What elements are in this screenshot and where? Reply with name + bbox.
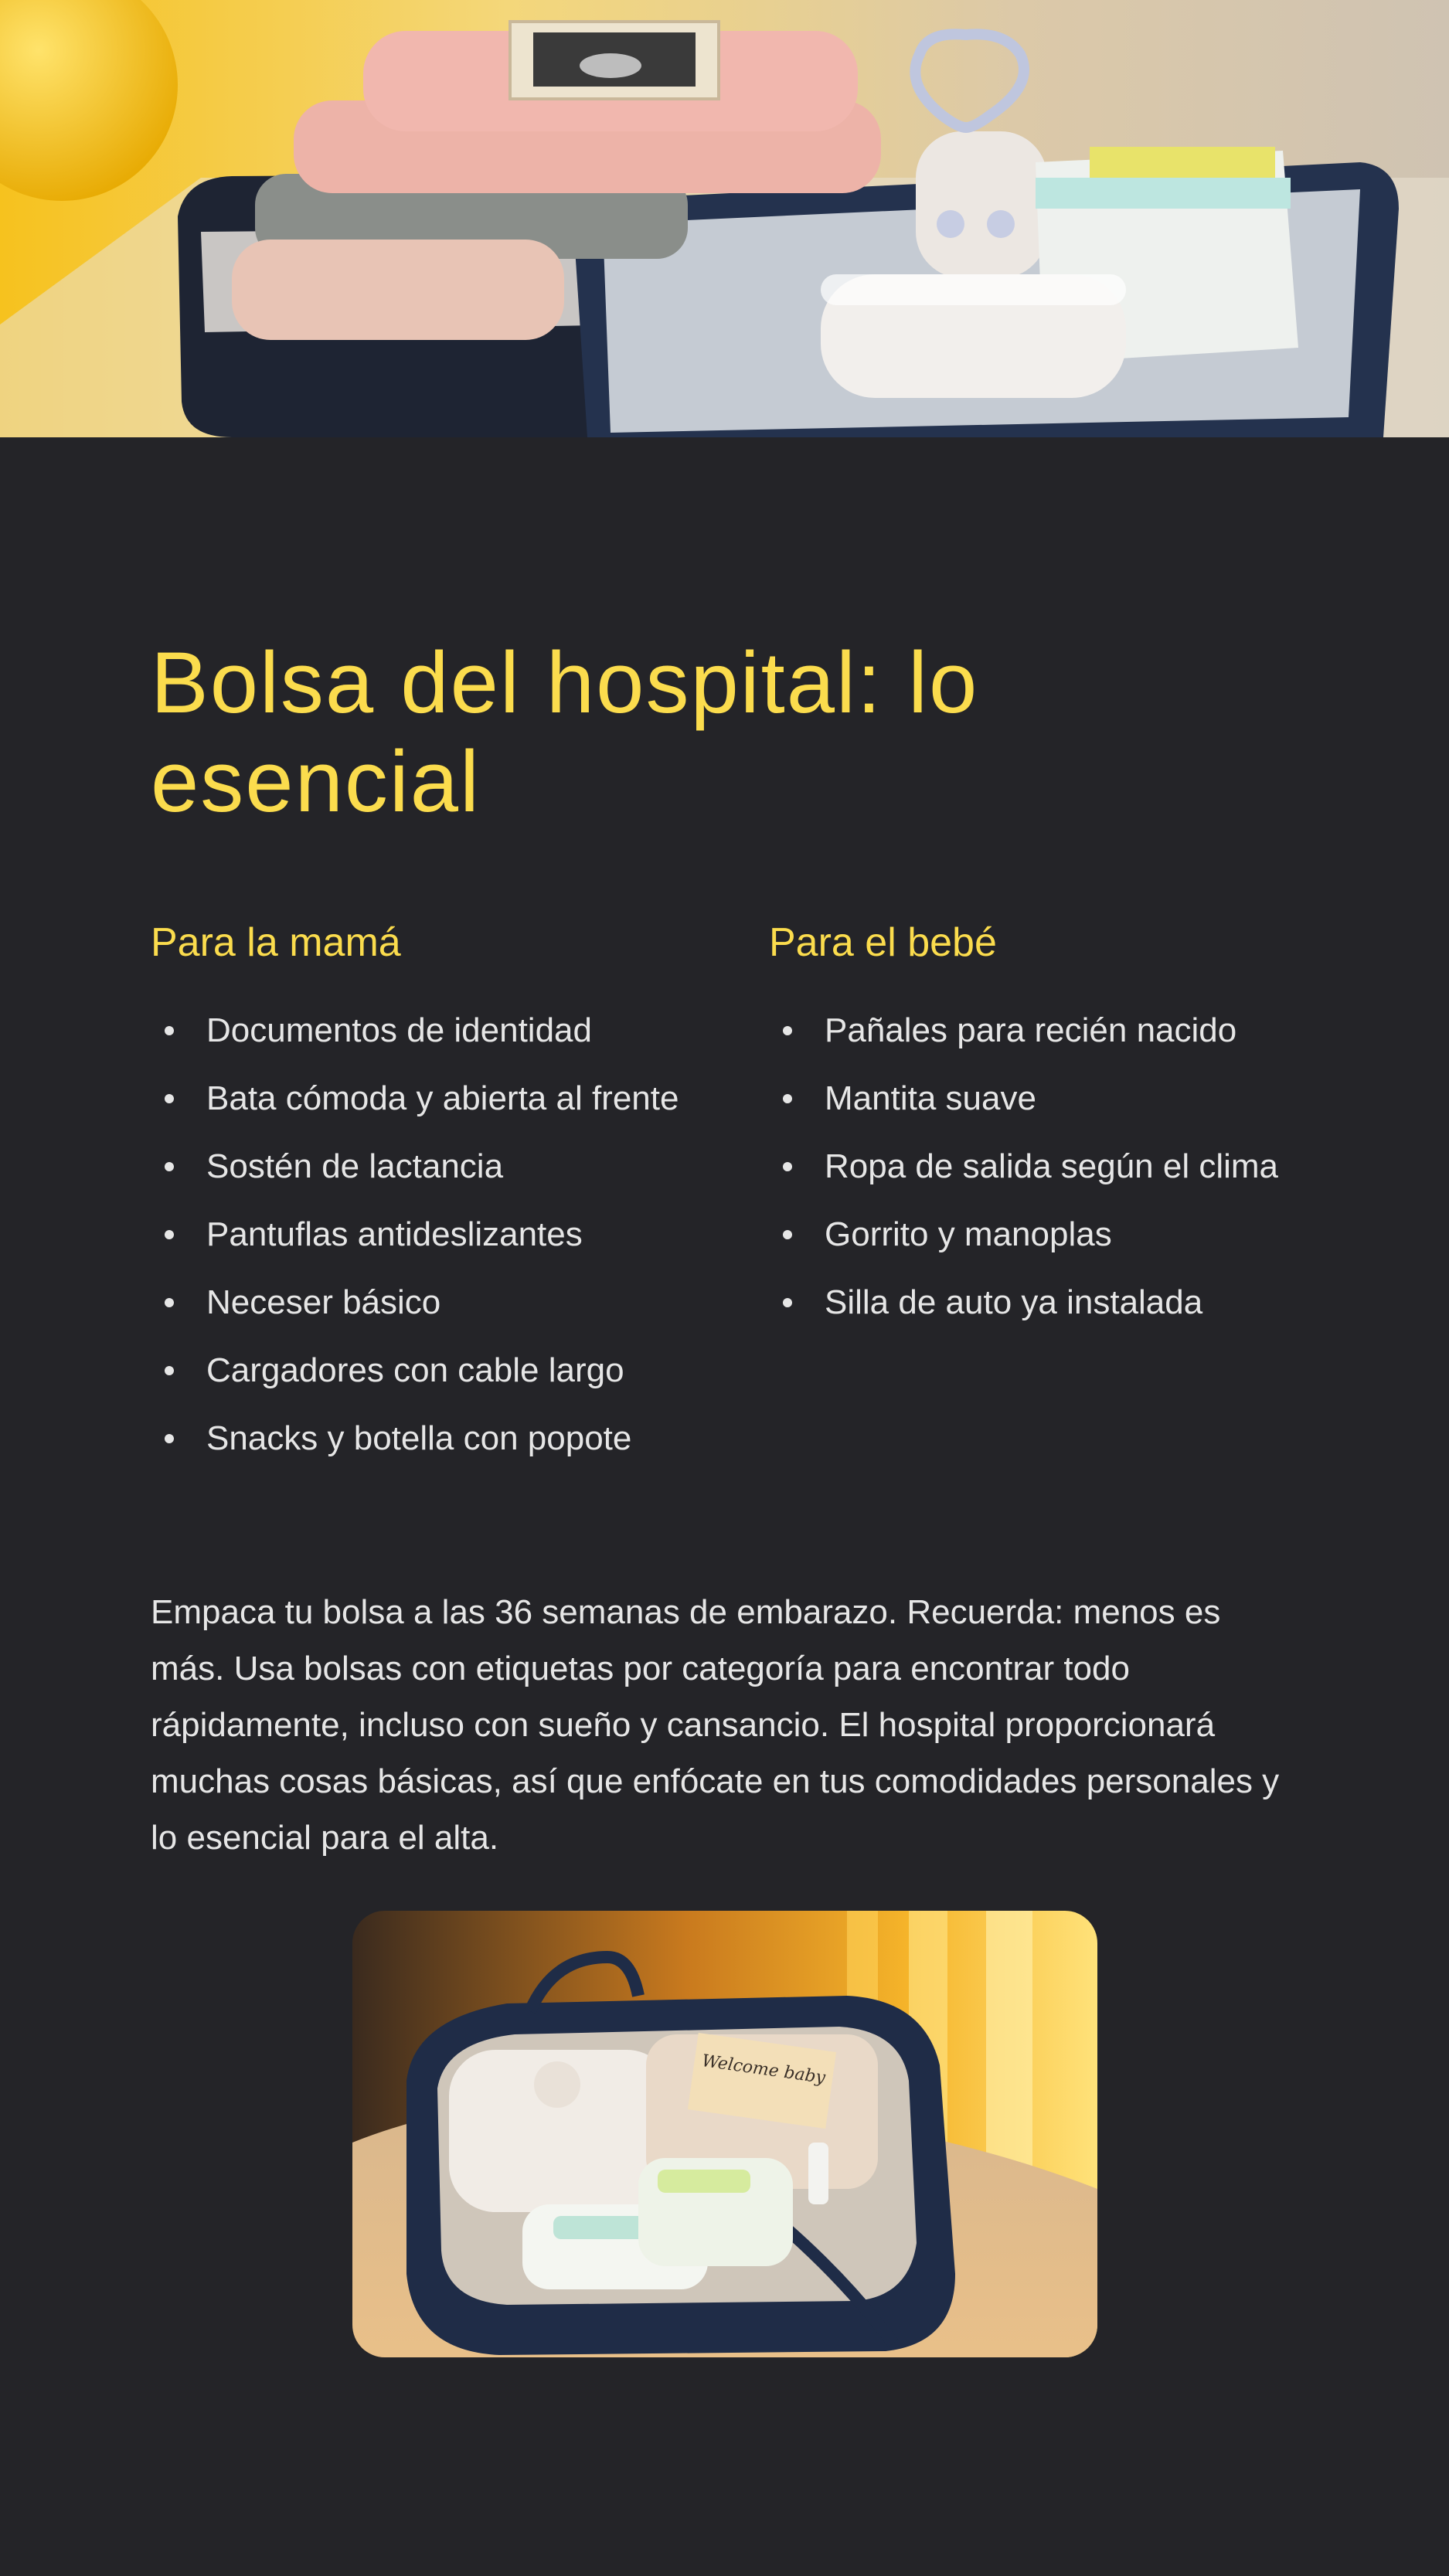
list-item: Pañales para recién nacido <box>769 1003 1310 1059</box>
list-item: Gorrito y manoplas <box>769 1207 1310 1263</box>
bebe-column <box>769 919 1310 1343</box>
list-item: Snacks y botella con popote <box>151 1411 692 1466</box>
mama-heading: Para la mamá <box>151 920 401 965</box>
list-item: Bata cómoda y abierta al frente <box>151 1071 692 1127</box>
mama-column <box>151 919 692 1479</box>
hero-image <box>0 0 1449 437</box>
list-item: Silla de auto ya instalada <box>769 1275 1310 1330</box>
bebe-heading: Para el bebé <box>769 920 997 965</box>
page-title: Bolsa del hospital: lo esencial <box>151 634 979 830</box>
hero-suitcase-illustration <box>0 0 1449 437</box>
baby-bag-illustration <box>352 1911 1097 2357</box>
bebe-list <box>769 1003 1310 1330</box>
list-item: Sostén de lactancia <box>151 1139 692 1195</box>
mama-list <box>151 1003 692 1466</box>
welcome-card-text: Welcome baby <box>700 2051 827 2088</box>
list-item: Mantita suave <box>769 1071 1310 1127</box>
list-item: Cargadores con cable largo <box>151 1343 692 1398</box>
list-item: Documentos de identidad <box>151 1003 692 1059</box>
main-content <box>151 634 1302 1857</box>
list-item: Pantuflas antideslizantes <box>151 1207 692 1263</box>
advice-paragraph: Empaca tu bolsa a las 36 semanas de embarazo. Recuerda: menos es más. Usa bolsas con etiquetas por categoría para encontrar todo rápidamente, incluso con sueño y cansancio. El hospital proporcionará muchas cosas básicas, así que enfócate en tus comodidades personales y lo esencial para el alta. <box>151 1593 1280 1857</box>
list-item: Ropa de salida según el clima <box>769 1139 1310 1195</box>
list-item: Neceser básico <box>151 1275 692 1330</box>
baby-bag-photo <box>352 1911 1097 2357</box>
